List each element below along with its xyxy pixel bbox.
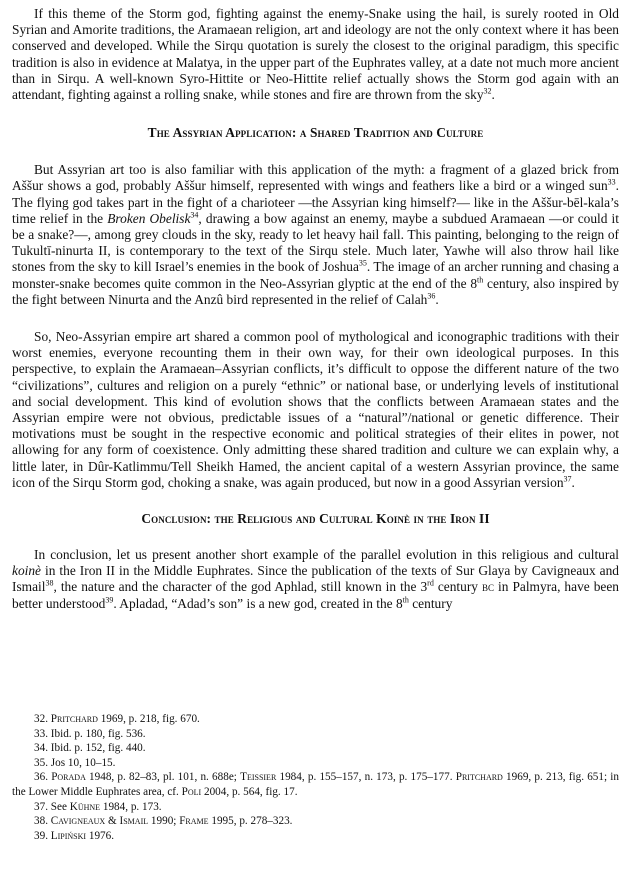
author: Teissier — [240, 771, 277, 784]
footnote-37 — [12, 800, 619, 815]
footnote-number: 36. — [34, 771, 52, 784]
author: Kühne — [69, 800, 101, 813]
footnote-34 — [12, 741, 619, 756]
author: Frame — [179, 815, 209, 828]
author: Cavigneaux & Ismail — [50, 815, 149, 828]
ordinal-suffix: rd — [427, 579, 434, 589]
section-heading-assyrian-application: The Assyrian Application: a Shared Tradition and Culture — [147, 125, 484, 141]
footnote-number: 35. — [34, 756, 51, 769]
citation: 2004, p. 564, fig. 17. — [201, 785, 298, 798]
text: . — [491, 87, 495, 103]
ordinal-suffix: th — [402, 595, 409, 605]
footnote-number: 39. — [34, 829, 51, 842]
author: Porada — [51, 771, 86, 784]
footnote-ref-37[interactable]: 37 — [563, 474, 572, 484]
text: in the Iron II in the Middle Euphrates. Since the publication of the texts of Sur Glaya by Cavigneaux and Ismail — [12, 563, 619, 595]
citation: 1948, p. 82–83, pl. 101, n. 688e; — [85, 771, 241, 784]
footnote-ref-33[interactable]: 33 — [607, 177, 616, 187]
footnote-36 — [12, 770, 619, 799]
section-heading-conclusion: Conclusion: the Religious and Cultural Koinè in the Iron II — [141, 511, 490, 527]
citation: Ibid. p. 152, fig. 440. — [50, 742, 146, 755]
footnote-ref-36[interactable]: 36 — [427, 291, 436, 301]
citation: 1976. — [86, 829, 115, 842]
paragraph-neo-assyrian-empire — [12, 329, 619, 491]
footnote-number: 32. — [34, 713, 51, 725]
footnote-number: 37. — [34, 800, 51, 813]
text: . — [435, 291, 439, 307]
text: If this theme of the Storm god, fighting against the enemy-Snake using the hail, is surely rooted in Old Syrian and Amorite traditions, the Aramaean religion, art and ideology are not the only context where it has been conserved and developed. While the Sirqu quotation is surely the closest to the original paradigm, this specific tradition is also in evidence at Malatya, in the upper part of the Euphrates valley, at a date not much more ancient than in Sirqu. A well-known Syro-Hittite or Neo-Hittite relief actually shows the Storm god again with an attendant, fighting against a rolling snake, while stones and fire are thrown from the sky — [12, 6, 619, 103]
footnote-38 — [12, 814, 619, 829]
citation: 1969, p. 213, fig. 651; in the Lower Middle Euphrates area, cf. — [12, 771, 619, 798]
author: Poli — [181, 785, 202, 798]
author: Pritchard — [455, 771, 503, 784]
text: . Apladad, “Adad’s son” is a new god, created in the 8 — [113, 595, 403, 611]
text: So, Neo-Assyrian empire art shared a common pool of mythological and iconographic traditions with their worst enemies, everyone recounting them in their own way, for their own ideological purposes. In this perspective, to explain the Aramaean–Assyrian conflicts, it’s difficult to oppose the different nature of the two “civilizations”, cultures and religion on a purely “ethnic” or national base, or underlying levels of institutional and social development. This kind of evolution shows that the conflicts between Aramaean states and the Assyrian empire were not obvious, predictable issues of a “natural”/national or genetic difference. Their motivations must be sought in the respective economic and political strategies of their elites in power, not allowing for any form of coexistence. Only admitting these shared tradition and culture we can explain why, a little later, in Dûr-Katlimmu/Tell Sheikh Hamed, the ancient capital of a western Assyrian province, the same icon of the Sirqu Storm god, choking a snake, was again produced, but now in a good Assyrian version — [12, 329, 619, 490]
text: But Assyrian art too is also familiar with this application of the myth: a fragment of a glazed brick from Aššur shows a god, probably Aššur himself, represented with wings and feathers like a bird or a winged sun — [12, 162, 619, 194]
footnote-number: 34. — [34, 742, 51, 755]
footnote-ref-38[interactable]: 38 — [45, 579, 54, 589]
author: Lipiński — [50, 829, 87, 842]
ordinal-suffix: th — [477, 275, 484, 285]
citation: 1969, p. 218, fig. 670. — [97, 713, 200, 725]
citation: 1995, p. 278–323. — [208, 815, 293, 828]
footnote-ref-39[interactable]: 39 — [105, 595, 114, 605]
text: . The flying god takes part in the fight of a charioteer —the Assyrian king himself?— like in the Aššur-bēl-kala’s time relief in the — [12, 178, 619, 226]
paragraph-storm-god — [12, 6, 619, 103]
footnote-32 — [12, 712, 619, 727]
page-body — [12, 6, 619, 612]
text: In conclusion, let us present another short example of the parallel evolution in this religious and cultural — [34, 547, 619, 563]
citation: See — [50, 800, 70, 813]
italic-title: Broken Obelisk — [107, 210, 191, 226]
citation: Ibid. p. 180, fig. 536. — [50, 727, 146, 740]
footnote-ref-35[interactable]: 35 — [358, 258, 367, 268]
text: century — [433, 579, 482, 595]
footnote-ref-32[interactable]: 32 — [483, 86, 492, 96]
era-abbreviation: bc — [482, 579, 495, 595]
text: in Palmyra, have been better understood — [12, 579, 619, 611]
text: century, also inspired by the fight between Ninurta and the Anzû bird represented in the relief of Calah — [12, 275, 619, 307]
citation: Jos 10, 10–15. — [50, 756, 116, 769]
footnote-number: 38. — [34, 815, 51, 828]
footnotes — [12, 712, 619, 843]
author: Pritchard — [50, 713, 98, 725]
text: . — [571, 474, 575, 490]
citation: 1990; — [148, 815, 180, 828]
citation: 1984, p. 155–157, n. 173, p. 175–177. — [276, 771, 456, 784]
footnote-39 — [12, 829, 619, 844]
text: century — [408, 595, 453, 611]
footnote-35 — [12, 756, 619, 771]
footnote-ref-34[interactable]: 34 — [190, 210, 199, 220]
footnote-number: 33. — [34, 727, 51, 740]
footnote-33 — [12, 727, 619, 742]
text: , drawing a bow against an enemy, maybe a subdued Aramaean —or could it be a snake?—, among grey clouds in the sky, ready to let heavy hail fall. This painting, belonging to the reign of Tukultī-ninurta II, is contemporary to the text of the Sirqu stele. Much later, Yawhe will also throw hail like stones from the sky to kill Israel’s enemies in the book of Joshua — [12, 210, 619, 275]
paragraph-assyrian-art — [12, 162, 619, 308]
text: . The image of an archer running and chasing a monster-snake becomes quite common in the Neo-Assyrian glyptic at the end of the 8 — [12, 259, 619, 291]
italic-term: koinè — [12, 563, 41, 579]
text: , the nature and the character of the god Aphlad, still known in the 3 — [53, 579, 428, 595]
paragraph-conclusion — [12, 547, 619, 612]
citation: 1984, p. 173. — [100, 800, 162, 813]
